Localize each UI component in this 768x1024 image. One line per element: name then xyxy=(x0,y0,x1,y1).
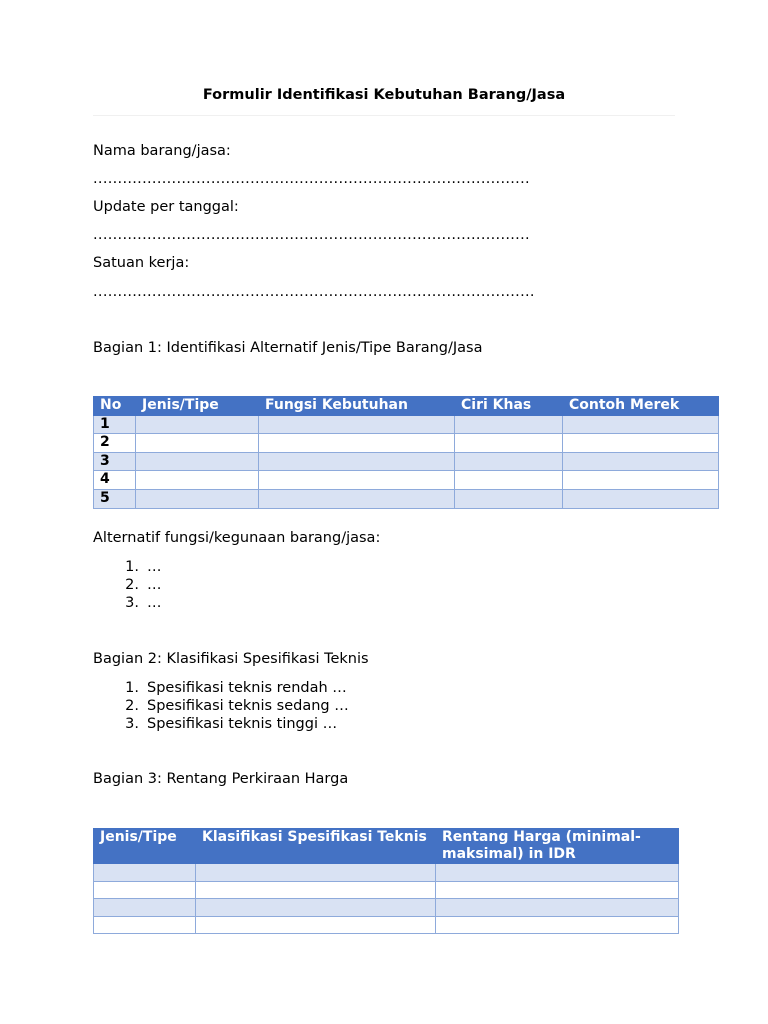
column-header-jenis-tipe: Jenis/Tipe xyxy=(136,397,259,416)
table-header-row xyxy=(94,829,679,864)
jenis-tipe-cell[interactable] xyxy=(94,864,196,882)
list-item-number: 2. xyxy=(125,698,139,714)
alternatif-fungsi-list xyxy=(93,558,162,612)
rentang-harga-cell[interactable] xyxy=(436,916,679,934)
list-item xyxy=(93,715,349,733)
section3-heading: Bagian 3: Rentang Perkiraan Harga xyxy=(93,771,349,787)
row-number-cell: 3 xyxy=(94,452,136,471)
table-header-row xyxy=(94,397,719,416)
jenis-tipe-cell[interactable] xyxy=(94,899,196,917)
table-row xyxy=(94,864,679,882)
table-row xyxy=(94,471,719,490)
jenis-tipe-cell[interactable] xyxy=(94,916,196,934)
list-item-text: Spesifikasi teknis tinggi … xyxy=(147,716,338,732)
table-row xyxy=(94,899,679,917)
field-label-update-tanggal: Update per tanggal: xyxy=(93,199,239,215)
section1-table xyxy=(93,396,719,509)
jenis-tipe-cell[interactable] xyxy=(136,415,259,434)
field-dots-nama-barang: ......................................................................................... xyxy=(93,171,530,187)
list-item-text: … xyxy=(147,577,162,593)
list-item-text: … xyxy=(147,559,162,575)
rentang-harga-cell[interactable] xyxy=(436,899,679,917)
fungsi-kebutuhan-cell[interactable] xyxy=(259,452,455,471)
rentang-harga-cell[interactable] xyxy=(436,881,679,899)
alternatif-fungsi-heading: Alternatif fungsi/kegunaan barang/jasa: xyxy=(93,530,381,546)
ciri-khas-cell[interactable] xyxy=(455,471,563,490)
row-number-cell: 2 xyxy=(94,434,136,453)
column-header-contoh-merek: Contoh Merek xyxy=(563,397,719,416)
field-label-satuan-kerja: Satuan kerja: xyxy=(93,255,190,271)
table-row xyxy=(94,881,679,899)
list-item-text: Spesifikasi teknis sedang … xyxy=(147,698,349,714)
title-divider xyxy=(93,115,675,116)
fungsi-kebutuhan-cell[interactable] xyxy=(259,471,455,490)
table-row xyxy=(94,489,719,508)
contoh-merek-cell[interactable] xyxy=(563,489,719,508)
ciri-khas-cell[interactable] xyxy=(455,489,563,508)
list-item-number: 2. xyxy=(125,577,139,593)
field-label-nama-barang: Nama barang/jasa: xyxy=(93,143,231,159)
fungsi-kebutuhan-cell[interactable] xyxy=(259,489,455,508)
list-item-number: 1. xyxy=(125,680,139,696)
list-item-number: 1. xyxy=(125,559,139,575)
row-number-cell: 4 xyxy=(94,471,136,490)
list-item xyxy=(93,576,162,594)
row-number-cell: 1 xyxy=(94,415,136,434)
ciri-khas-cell[interactable] xyxy=(455,434,563,453)
column-header-fungsi-kebutuhan: Fungsi Kebutuhan xyxy=(259,397,455,416)
jenis-tipe-cell[interactable] xyxy=(136,489,259,508)
jenis-tipe-cell[interactable] xyxy=(94,881,196,899)
ciri-khas-cell[interactable] xyxy=(455,415,563,434)
list-item xyxy=(93,697,349,715)
rentang-harga-cell[interactable] xyxy=(436,864,679,882)
klasifikasi-cell[interactable] xyxy=(196,916,436,934)
table-row xyxy=(94,415,719,434)
table-row xyxy=(94,452,719,471)
table-row xyxy=(94,434,719,453)
list-item-number: 3. xyxy=(125,716,139,732)
klasifikasi-cell[interactable] xyxy=(196,881,436,899)
spesifikasi-list xyxy=(93,679,349,733)
list-item xyxy=(93,679,349,697)
section3-table xyxy=(93,828,679,934)
section1-heading: Bagian 1: Identifikasi Alternatif Jenis/Tipe Barang/Jasa xyxy=(93,340,483,356)
contoh-merek-cell[interactable] xyxy=(563,415,719,434)
table-row xyxy=(94,916,679,934)
list-item xyxy=(93,558,162,576)
jenis-tipe-cell[interactable] xyxy=(136,434,259,453)
column-header-no: No xyxy=(94,397,136,416)
jenis-tipe-cell[interactable] xyxy=(136,452,259,471)
list-item-number: 3. xyxy=(125,595,139,611)
klasifikasi-cell[interactable] xyxy=(196,899,436,917)
field-dots-satuan-kerja: .......................................................................................... xyxy=(93,284,535,300)
section2-heading: Bagian 2: Klasifikasi Spesifikasi Teknis xyxy=(93,651,369,667)
list-item-text: … xyxy=(147,595,162,611)
column-header-jenis-tipe: Jenis/Tipe xyxy=(94,829,196,864)
list-item-text: Spesifikasi teknis rendah … xyxy=(147,680,347,696)
list-item xyxy=(93,594,162,612)
column-header-klasifikasi-spesifikasi: Klasifikasi Spesifikasi Teknis xyxy=(196,829,436,864)
fungsi-kebutuhan-cell[interactable] xyxy=(259,434,455,453)
klasifikasi-cell[interactable] xyxy=(196,864,436,882)
document-title: Formulir Identifikasi Kebutuhan Barang/Jasa xyxy=(202,87,566,103)
column-header-ciri-khas: Ciri Khas xyxy=(455,397,563,416)
fungsi-kebutuhan-cell[interactable] xyxy=(259,415,455,434)
ciri-khas-cell[interactable] xyxy=(455,452,563,471)
jenis-tipe-cell[interactable] xyxy=(136,471,259,490)
contoh-merek-cell[interactable] xyxy=(563,452,719,471)
field-dots-update-tanggal: ......................................................................................... xyxy=(93,227,530,243)
column-header-rentang-harga: Rentang Harga (minimal-maksimal) in IDR xyxy=(436,829,679,864)
contoh-merek-cell[interactable] xyxy=(563,434,719,453)
contoh-merek-cell[interactable] xyxy=(563,471,719,490)
row-number-cell: 5 xyxy=(94,489,136,508)
